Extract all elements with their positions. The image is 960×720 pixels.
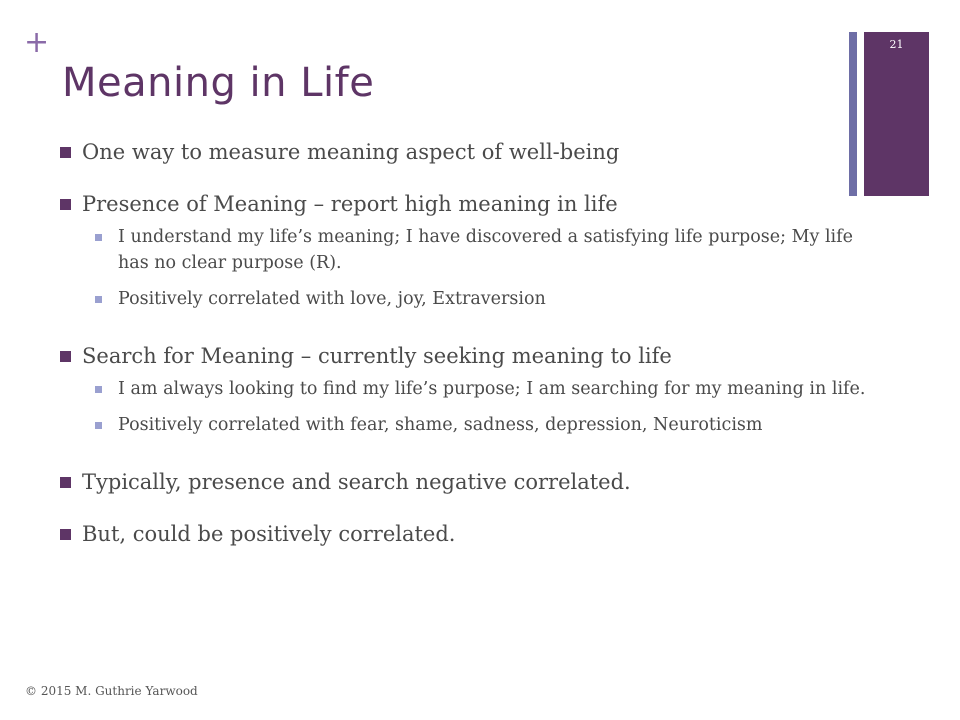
bullet-item — [60, 138, 920, 166]
square-bullet-icon — [60, 477, 71, 488]
square-sub-bullet-icon — [95, 386, 102, 393]
square-sub-bullet-icon — [95, 296, 102, 303]
slide-number: 21 — [889, 38, 904, 51]
bullet-item — [60, 468, 920, 496]
sub-bullet-item — [60, 286, 920, 312]
sub-bullet-item — [60, 412, 920, 438]
sub-bullet-text: I am always looking to find my life’s purpose; I am searching for my meaning in life. — [118, 379, 866, 399]
bullet-item — [60, 190, 920, 218]
sub-bullet-item — [60, 224, 878, 276]
square-bullet-icon — [60, 351, 71, 362]
sub-bullet-text: Positively correlated with love, joy, Extraversion — [118, 289, 546, 309]
square-sub-bullet-icon — [95, 234, 102, 241]
sub-bullet-item — [60, 376, 878, 402]
plus-icon: + — [24, 25, 50, 60]
square-sub-bullet-icon — [95, 422, 102, 429]
bullet-item — [60, 520, 920, 548]
copyright-footer: © 2015 M. Guthrie Yarwood — [25, 684, 198, 698]
bullet-list — [60, 132, 920, 548]
sub-bullet-text: I understand my life’s meaning; I have discovered a satisfying life purpose; My life has no clear purpose (R). — [118, 227, 853, 273]
slide-title: Meaning in Life — [62, 60, 375, 106]
sub-bullet-text: Positively correlated with fear, shame, sadness, depression, Neuroticism — [118, 415, 763, 435]
square-bullet-icon — [60, 529, 71, 540]
bullet-item — [60, 342, 920, 370]
bullet-text: Search for Meaning – currently seeking meaning to life — [82, 344, 672, 368]
bullet-text: One way to measure meaning aspect of well-being — [82, 140, 620, 164]
bullet-text: But, could be positively correlated. — [82, 522, 456, 546]
bullet-text: Typically, presence and search negative correlated. — [82, 470, 631, 494]
square-bullet-icon — [60, 147, 71, 158]
bullet-text: Presence of Meaning – report high meaning in life — [82, 192, 618, 216]
square-bullet-icon — [60, 199, 71, 210]
